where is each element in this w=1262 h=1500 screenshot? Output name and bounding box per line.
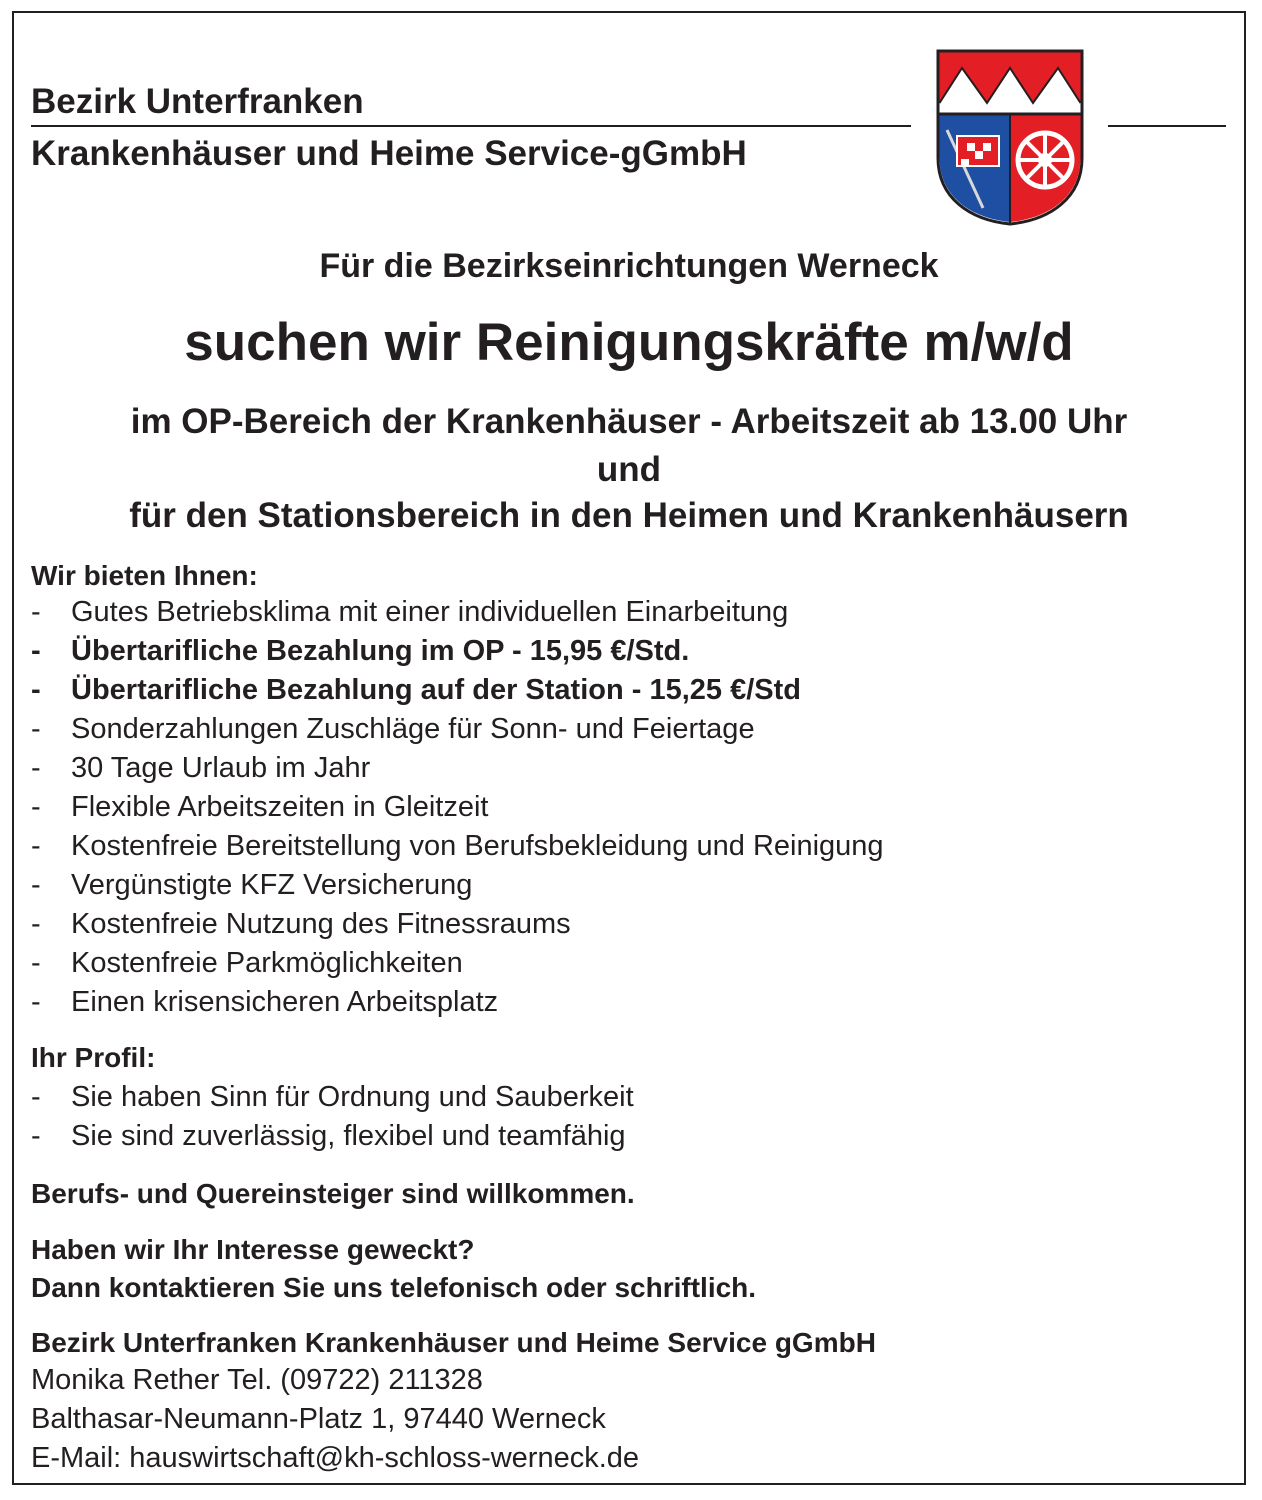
list-item: - Vergünstigte KFZ Versicherung (31, 866, 884, 905)
list-item: - 30 Tage Urlaub im Jahr (31, 749, 884, 788)
list-item: - Sie haben Sinn für Ordnung und Sauberkeit (31, 1078, 634, 1117)
profile-heading: Ihr Profil: (31, 1042, 156, 1073)
headline: suchen wir Reinigungskräfte m/w/d (184, 313, 1074, 372)
offer-list (31, 593, 884, 1022)
intro-line: Für die Bezirkseinrichtungen Werneck (319, 247, 939, 285)
welcome-line: Berufs- und Quereinsteiger sind willkommen. (31, 1178, 635, 1209)
coat-of-arms-icon (935, 48, 1085, 226)
list-item: - Übertarifliche Bezahlung auf der Station - 15,25 €/Std (31, 671, 884, 710)
contact-address: Balthasar-Neumann-Platz 1, 97440 Werneck (31, 1403, 606, 1435)
list-item: - Einen krisensicheren Arbeitsplatz (31, 983, 884, 1022)
list-item: - Kostenfreie Parkmöglichkeiten (31, 944, 884, 983)
contact-person: Monika Rether Tel. (09722) 211328 (31, 1364, 483, 1396)
offer-heading: Wir bieten Ihnen: (31, 560, 258, 591)
header-rule-left (31, 125, 911, 127)
list-item: - Kostenfreie Nutzung des Fitnessraums (31, 905, 884, 944)
cta-line1: Haben wir Ihr Interesse geweckt? (31, 1234, 475, 1265)
profile-list (31, 1078, 634, 1156)
header-rule-right (1108, 125, 1226, 127)
list-item: - Sonderzahlungen Zuschläge für Sonn- und Feiertage (31, 710, 884, 749)
list-item: - Flexible Arbeitszeiten in Gleitzeit (31, 788, 884, 827)
subheadline-line2: und (596, 450, 662, 489)
list-item: - Gutes Betriebsklima mit einer individuellen Einarbeitung (31, 593, 884, 632)
subheadline-line1: im OP-Bereich der Krankenhäuser - Arbeitszeit ab 13.00 Uhr (130, 402, 1128, 441)
cta-line2: Dann kontaktieren Sie uns telefonisch oder schriftlich. (31, 1272, 757, 1303)
list-item: - Übertarifliche Bezahlung im OP - 15,95 €/Std. (31, 632, 884, 671)
org-name-line2: Krankenhäuser und Heime Service-gGmbH (31, 134, 747, 173)
subheadline-line3: für den Stationsbereich in den Heimen und Krankenhäusern (129, 496, 1129, 535)
list-item: - Kostenfreie Bereitstellung von Berufsbekleidung und Reinigung (31, 827, 884, 866)
org-name-line1: Bezirk Unterfranken (31, 82, 364, 121)
contact-org: Bezirk Unterfranken Krankenhäuser und Heime Service gGmbH (31, 1327, 876, 1358)
list-item: - Sie sind zuverlässig, flexibel und teamfähig (31, 1117, 634, 1156)
contact-email[interactable]: E-Mail: hauswirtschaft@kh-schloss-werneck.de (31, 1442, 640, 1474)
